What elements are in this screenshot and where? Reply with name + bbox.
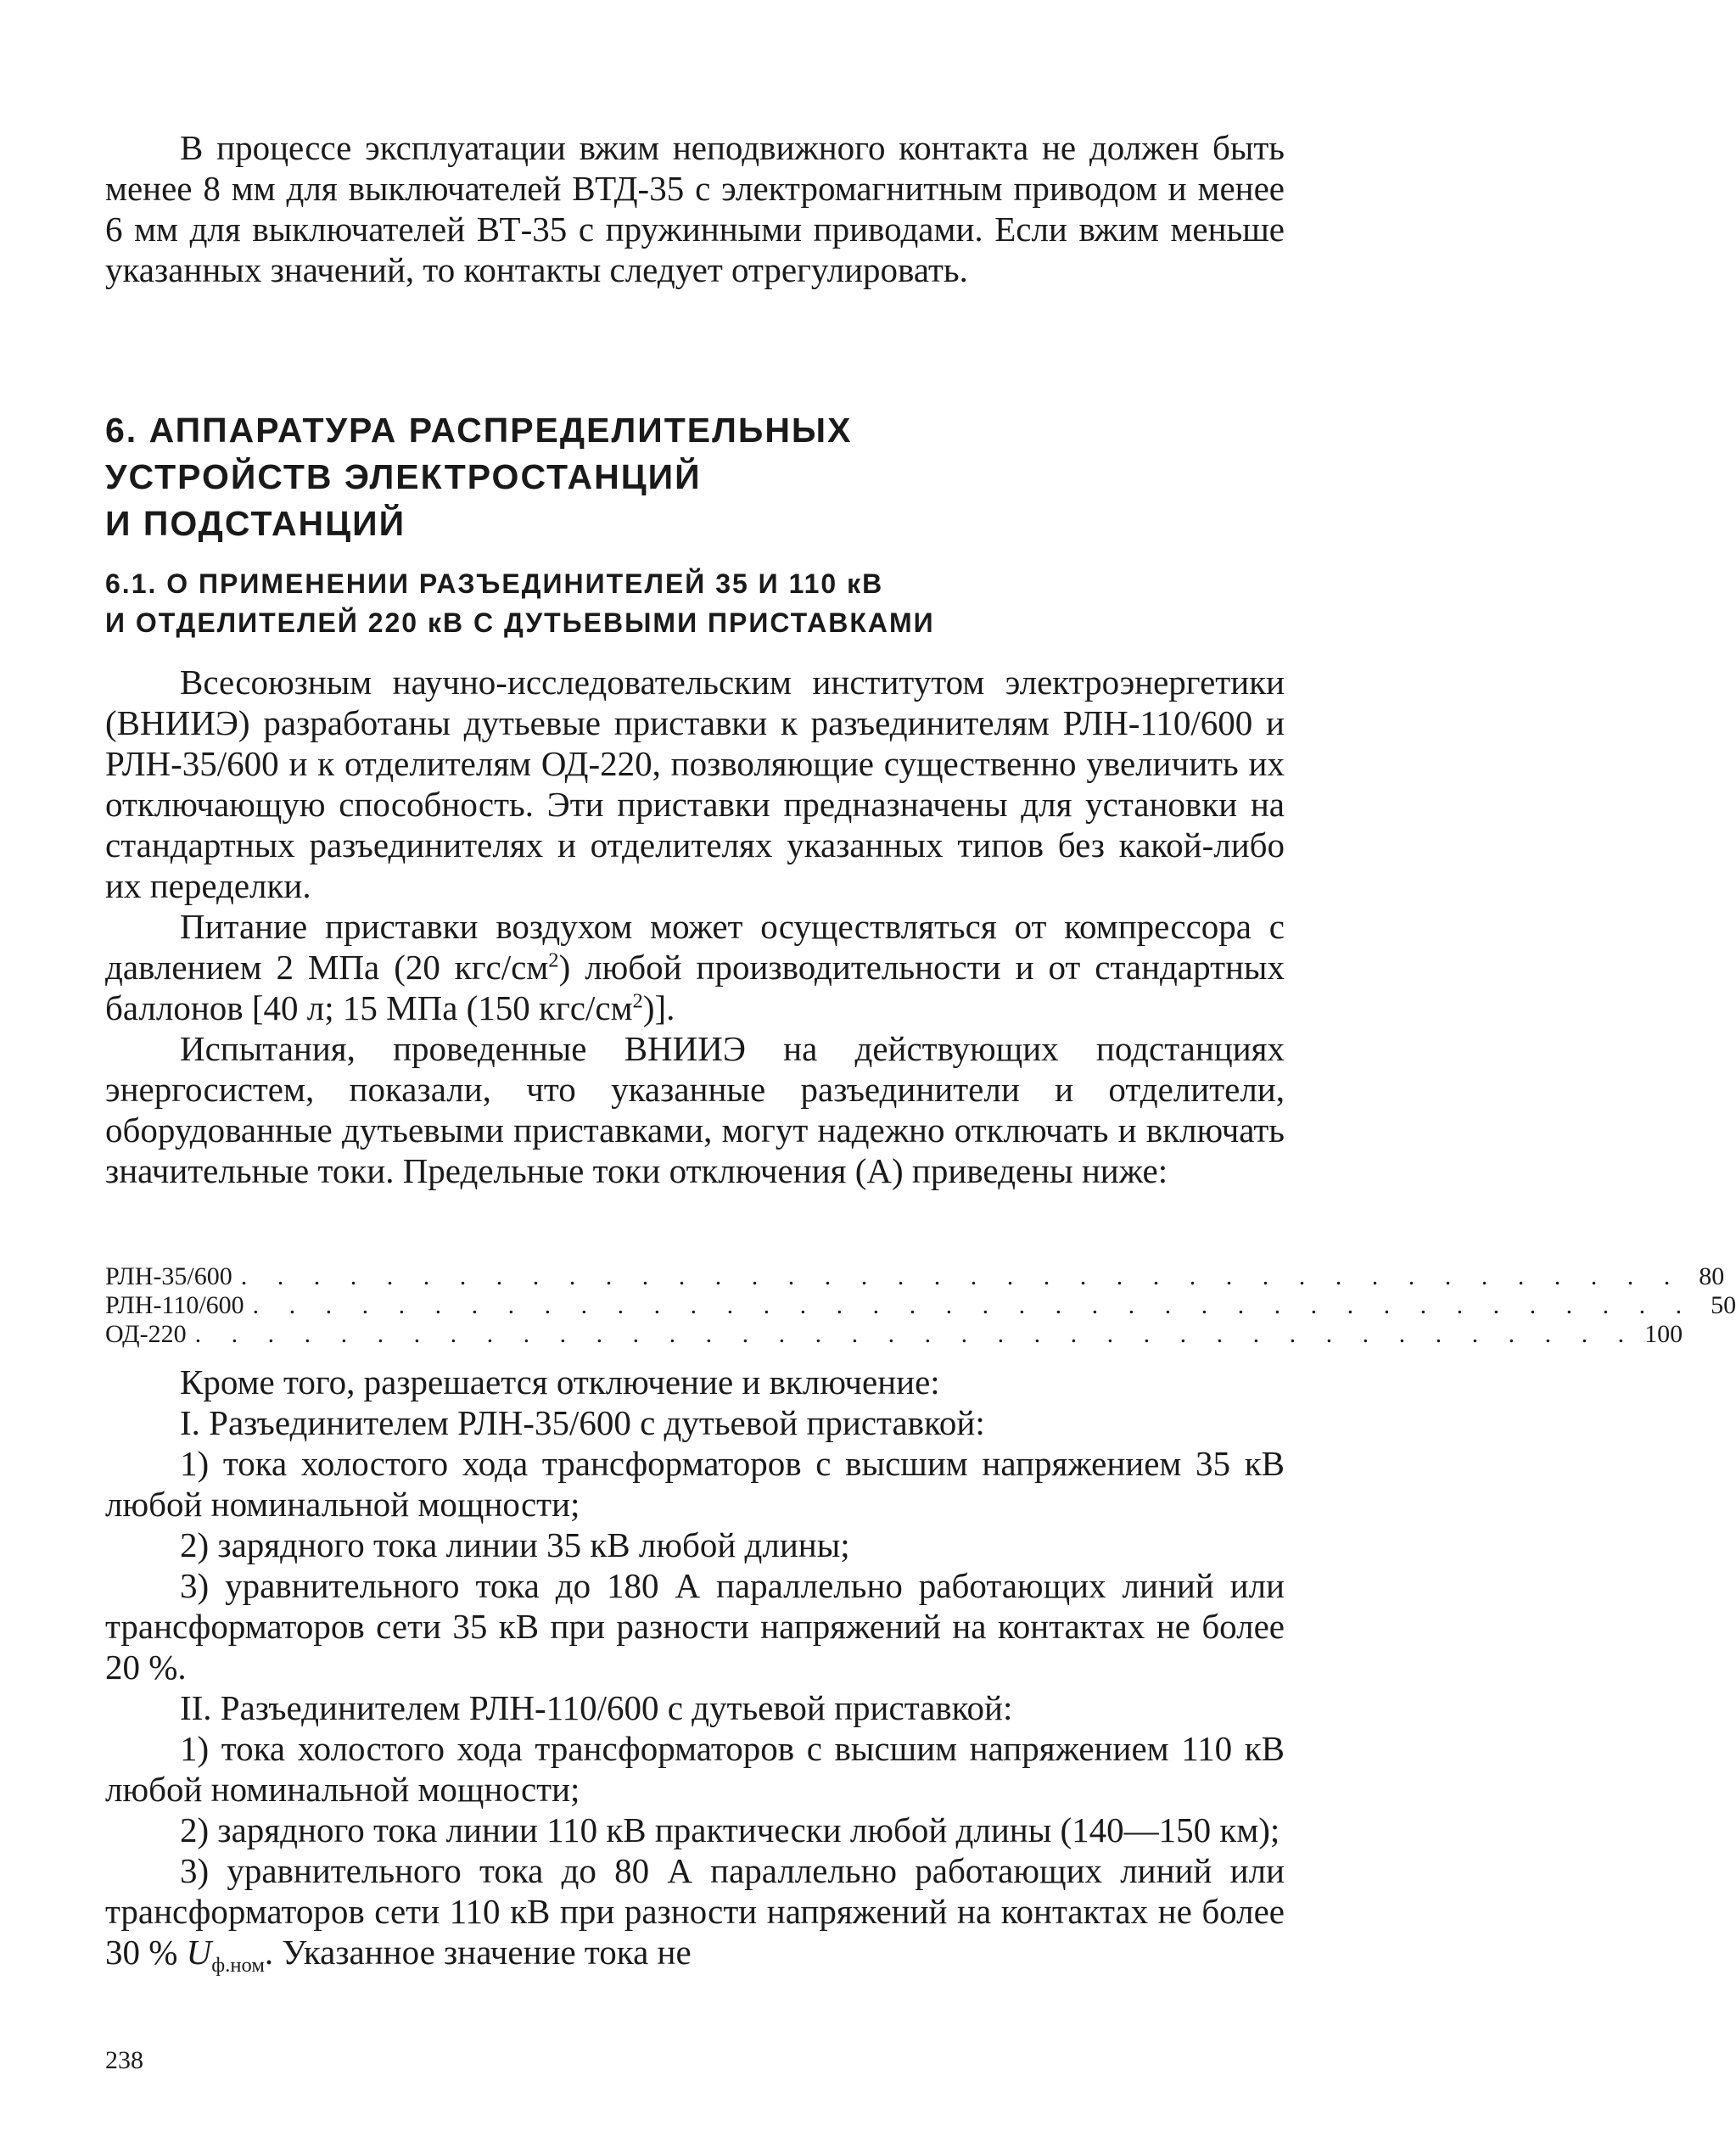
paragraph-tests: Испытания, проведенные ВНИИЭ на действующих подстанциях энергосистем, показали, что указанные разъединители и отделители, оборудованные дутьевыми приставками, могут надежно отключать и включать значительные токи. Предельные токи отключения (А) приведены ниже: [105, 1029, 1285, 1190]
table-row-value: 100 [1644, 1320, 1683, 1348]
intro-text: В процессе эксплуатации вжим неподвижного контакта не должен быть менее 8 мм для выключателей ВТД-35 с электромагнитным приводом и менее 6 мм для выключателей ВТ-35 с пружинными приводами. Если вжим меньше указанных значений, то контакты следует отрегулировать. [105, 128, 1285, 289]
paragraph-vniie-attachments: Всесоюзным научно-исследовательским институтом электроэнергетики (ВНИИЭ) разработаны дутьевые приставки к разъединителям РЛН-110/600 и РЛН-35/600 и к отделителям ОД-220, позволяющие существенно увеличить их отключающую способность. Эти приставки предназначены для установки на стандартных разъединителях и отделителях указанных типов без какой-либо их переделки. [105, 663, 1285, 905]
section-heading [105, 564, 1285, 642]
chapter-heading-line-3: И ПОДСТАНЦИЙ [105, 504, 406, 543]
chapter-heading-line-1: 6. АППАРАТУРА РАСПРЕДЕЛИТЕЛЬНЫХ [105, 411, 853, 450]
table-row-leader: . . . . . . . . . . . . . . . . . . . . . . . . . . . . . . . . . . . . . . . . [252, 1291, 1694, 1319]
chapter-heading [105, 407, 1285, 547]
air-supply-text-3: )]. [642, 988, 675, 1027]
body-paragraphs [105, 662, 1285, 1191]
table-row [105, 1291, 1736, 1320]
list-item: 2) зарядного тока линии 110 кВ практически любой длины (140—150 км); [180, 1810, 1280, 1849]
list-item [105, 1850, 1285, 1986]
paragraph-air-supply [105, 906, 1285, 1028]
list-item: 3) уравнительного тока до 180 А параллельно работающих линий или трансформаторов сети 35 кВ при разности напряжений на контактах не более 20 %. [105, 1566, 1285, 1687]
permitted-operations [105, 1362, 1285, 1986]
section-heading-line-1: 6.1. О ПРИМЕНЕНИИ РАЗЪЕДИНИТЕЛЕЙ 35 И 110 кВ [105, 568, 884, 599]
table-row [105, 1320, 1683, 1349]
table-row-leader: . . . . . . . . . . . . . . . . . . . . . . . . . . . . . . . . . . . . . . . . [194, 1320, 1637, 1348]
voltage-symbol: U [186, 1933, 212, 1972]
table-row-name: РЛН-35/600 [105, 1262, 232, 1290]
list-item-text-1: 3) уравнительного тока до 80 А параллельно работающих линий или трансформаторов сети 110 кВ при разности напряжений на контактах не более 30 % [105, 1851, 1285, 1972]
page-number: 238 [105, 2046, 143, 2074]
air-supply-sup-1: 2 [548, 948, 559, 972]
list-item: 1) тока холостого хода трансформаторов с высшим напряжением 110 кВ любой номинальной мощности; [105, 1729, 1285, 1809]
list-group-2-heading: II. Разъединителем РЛН-110/600 с дутьевой приставкой: [180, 1688, 1013, 1727]
table-row-value: 50 [1711, 1291, 1736, 1319]
list-item: 1) тока холостого хода трансформаторов с высшим напряжением 35 кВ любой номинальной мощности; [105, 1444, 1285, 1524]
chapter-heading-line-2: УСТРОЙСТВ ЭЛЕКТРОСТАНЦИЙ [105, 457, 702, 496]
table-row-value: 80 [1699, 1262, 1725, 1290]
section-heading-line-2: И ОТДЕЛИТЕЛЕЙ 220 кВ С ДУТЬЕВЫМИ ПРИСТАВКАМИ [105, 607, 935, 638]
list-intro: Кроме того, разрешается отключение и включение: [180, 1362, 940, 1401]
table-row-leader: . . . . . . . . . . . . . . . . . . . . . . . . . . . . . . . . . . . . . . . . [240, 1262, 1683, 1290]
current-limits-table [105, 1262, 1736, 1349]
table-row-name: ОД-220 [105, 1320, 187, 1348]
voltage-subscript: ф.ном [211, 1954, 265, 1978]
table-row-name: РЛН-110/600 [105, 1291, 244, 1319]
list-group-1-heading: I. Разъединителем РЛН-35/600 с дутьевой приставкой: [180, 1403, 985, 1442]
air-supply-sup-2: 2 [632, 989, 643, 1013]
list-item-text-2: . Указанное значение тока не [264, 1933, 692, 1972]
list-item: 2) зарядного тока линии 35 кВ любой длины; [180, 1525, 850, 1564]
table-row [105, 1262, 1725, 1291]
intro-paragraph [105, 127, 1285, 290]
air-supply-text-2: ) любой производительности и от стандартных баллонов [40 л; 15 МПа (150 кгс/см [105, 948, 1285, 1027]
air-supply-text-1: Питание приставки воздухом может осуществляться от компрессора с давлением 2 МПа (20 кгс/см [105, 907, 1285, 987]
